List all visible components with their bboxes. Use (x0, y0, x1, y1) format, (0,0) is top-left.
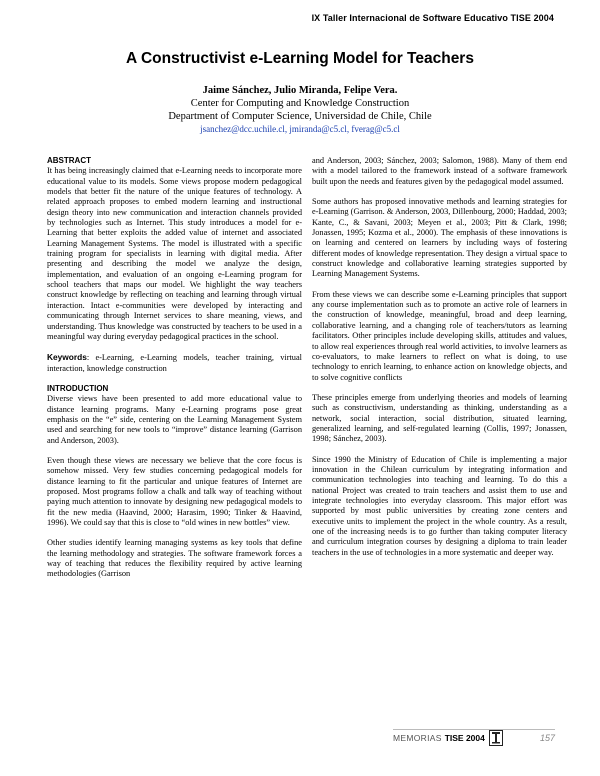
keywords (47, 352, 302, 374)
author-emails[interactable]: jsanchez@dcc.uchile.cl, jmiranda@c5.cl, fverag@c5.cl (200, 124, 400, 134)
paragraph: These principles emerge from underlying theories and models of learning such as constructivism, understanding as thinking, understanding as a network, social interaction, social distribution, situated learning, generalized learning, and self-regulated learning (Collis, 1997; Jonassen, 1998; Sánchez, 2003). (312, 392, 567, 444)
author-block (0, 84, 600, 136)
footer-tise: TISE 2004 (444, 733, 485, 743)
abstract-text: It has being increasingly claimed that e-Learning needs to incorporate more educational value to its models. Some views propose modern pedagogical models that better fit the nature of the unique features of technology. A related approach proposes to embed modern learning and instructional design theory into new communication and interaction channels provided by technologies such as Internet. This study introduces a model for e-Learning that better exploits the added value of internet and associated Learning Management Systems. The model is illustrated with a specific training program for specialists in learning with digital media. After presenting and describing the model we analyze the design, implementation, and evaluation of an ongoing e-Learning program for school teachers that maps our model. We highlight the way teachers construct knowledge by reflecting on teaching and learning through virtual interaction. Intact e-communities were developed by interacting and communicating through Internet services to share meaning, views, and understanding. Thus knowledge was constructed by teachers to be used in a meaningful way during everyday pedagogical practices in the school. (47, 166, 302, 341)
abstract-heading: ABSTRACT (47, 156, 91, 165)
page-number: 157 (539, 733, 555, 743)
paragraph: From these views we can describe some e-Learning principles that support any course implementation such as to promote an active role of learners in the construction of knowledge, meaningful, broad and deep learning, collaborative learning, and a changing role of teachers/tutors as learning facilitators. Other principles include developing skills, attitudes and values, to allow real experiences through real world activities, to involve learners as co-evaluators, to make learners to reflect on what is doing, to use technology to enrich learning, to enhance action on knowledge objects, and to solve cognitive conflicts (312, 289, 567, 382)
introduction-heading: INTRODUCTION (47, 383, 109, 393)
keywords-text: : e-Learning, e-Learning models, teacher training, virtual interaction, knowledge construction (47, 353, 302, 373)
affiliation-department: Department of Computer Science, Universidad de Chile, Chile (168, 111, 432, 122)
paragraph: and Anderson, 2003; Sánchez, 2003; Salomon, 1988). Many of them end with a model tailored to the framework instead of a software framework built upon the needs and features given by the pedagogical model assumed. (312, 156, 567, 186)
left-column (47, 156, 302, 590)
footer-memorias: MEMORIAS (393, 733, 442, 743)
tise-logo-icon (489, 730, 503, 746)
affiliation-center: Center for Computing and Knowledge Construction (190, 98, 410, 109)
running-header: IX Taller Internacional de Software Educativo TISE 2004 (311, 13, 554, 23)
paragraph: Diverse views have been presented to add more educational value to distance learning programs. Many e-Learning programs pose great emphasis on the “e” side, centering on the Learning Management System used and searching for new tools to “improve” distance learning (Garrison and Anderson, 2003). (47, 394, 302, 445)
paper-title: A Constructivist e-Learning Model for Teachers (126, 50, 474, 67)
paragraph: Since 1990 the Ministry of Education of Chile is implementing a major innovation in the Chilean curriculum by integrating information and communication technologies into teaching and learning. To do this a national Project was created to train teachers and assist them to use and integrate technologies into everyday classroom. This major effort was supported by most public universities by creating zone centers and executive units to implement the project in the whole country. As a result, one of the increasing needs is to go further than taking computer literacy and curriculum integration courses by designing a diploma to train leader teachers in the use of technologies in a more systematic and deeper way. (312, 454, 567, 557)
paragraph: Some authors has proposed innovative methods and learning strategies for e-Learning (Garrison. & Anderson, 2003, Dillenbourg, 2000; Haddad, 2003; Kante, C., & Savani, 2003; Meyen et al., 2003; Pitt & Clark, 1998; Jonassen, 1995; Kozma et al., 2000). The emphasis of these innovations is on learning and centered on learners by including ways of fostering different modes of knowledge representation. They design a virtual space to construct knowledge and collaborative learning strategies supported by Learning Management Systems. (312, 197, 567, 279)
keywords-label: Keywords (47, 352, 87, 363)
paragraph: Other studies identify learning managing systems as key tools that define the learning methodology and strategies. The software framework forces a way of teaching that reduces the flexibility required by active learning methodologies (Garrison (47, 538, 302, 579)
paragraph: Even though these views are necessary we believe that the core focus is somehow missed. Very few studies concerning pedagogical models for distance learning to fit the particular and unique features of Internet are proposed. Most programs follow a chalk and talk way of teaching without paying much attention to innovate by designing new pedagogical models to fit the new media (Haavind, 2000; Harasim, 1990; Tinker & Haavind, 1996). We could say that this is close to “old wines in new bottles” view. (47, 455, 302, 527)
page-footer (393, 729, 555, 747)
author-names: Jaime Sánchez, Julio Miranda, Felipe Vera. (202, 85, 398, 96)
right-column (312, 156, 567, 568)
